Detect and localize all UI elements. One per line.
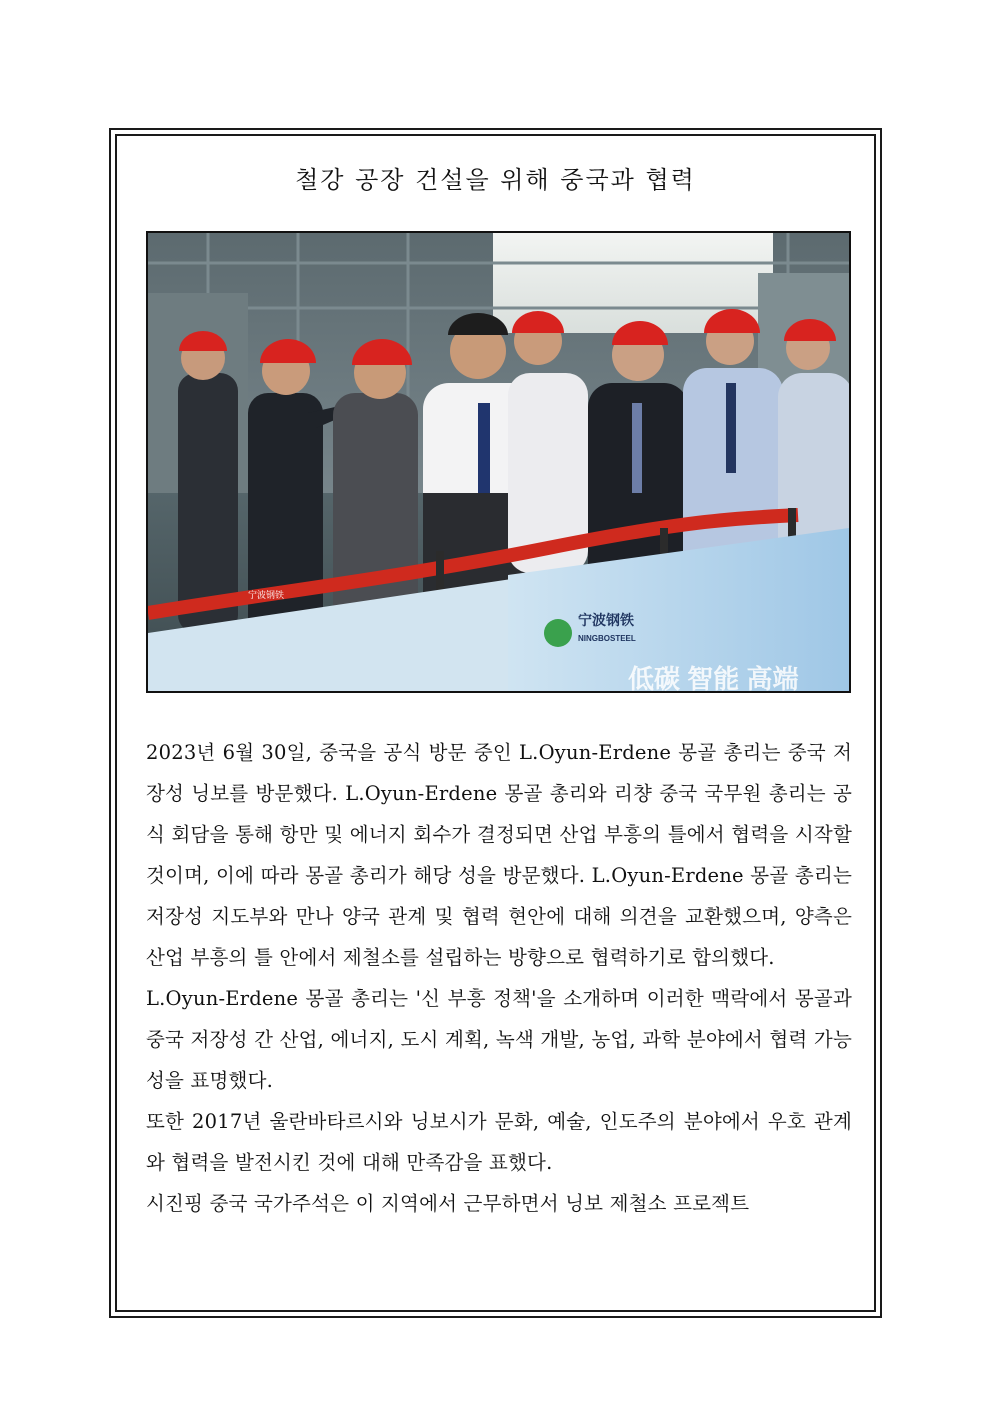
document-frame bbox=[109, 128, 882, 1318]
document-inner-frame bbox=[115, 134, 876, 1312]
paragraph: 시진핑 중국 국가주석은 이 지역에서 근무하면서 닝보 제철소 프로젝트 bbox=[146, 1192, 750, 1215]
sign-brand-cn: 宁波钢铁 bbox=[578, 612, 634, 628]
banner-text: 低碳 智能 高端 bbox=[628, 664, 799, 691]
article-body bbox=[146, 732, 852, 1224]
paragraph: L.Oyun-Erdene 몽골 총리는 '신 부흥 정책'을 소개하며 이러한 맥락에서 몽골과 중국 저장성 간 산업, 에너지, 도시 계획, 녹색 개발, 농업, 과학 분야에서 협력 가능성을 표명했다. bbox=[146, 987, 852, 1092]
paragraph: 또한 2017년 울란바타르시와 닝보시가 문화, 예술, 인도주의 분야에서 우호 관계와 협력을 발전시킨 것에 대해 만족감을 표했다. bbox=[146, 1110, 852, 1174]
barrier-label: 宁波钢铁 bbox=[248, 590, 285, 600]
news-photo bbox=[146, 231, 851, 693]
document-title: 철강 공장 건설을 위해 중국과 협력 bbox=[295, 166, 696, 194]
sign-brand-en: NINGBOSTEEL bbox=[578, 634, 636, 643]
paragraph: 2023년 6월 30일, 중국을 공식 방문 중인 L.Oyun-Erdene 몽골 총리는 중국 저장성 닝보를 방문했다. L.Oyun-Erdene 몽골 총리와 리챵 중국 국무원 총리는 공식 회담을 통해 항만 및 에너지 회수가 결정되면 산업 부흥의 틀에서 협력을 시작할 것이며, 이에 따라 몽골 총리가 해당 성을 방문했다. L.Oyun-Erdene 몽골 총리는 저장성 지도부와 만나 양국 관계 및 협력 현안에 대해 의견을 교환했으며, 양측은 산업 부흥의 틀 안에서 제철소를 설립하는 방향으로 협력하기로 합의했다. bbox=[146, 741, 852, 969]
